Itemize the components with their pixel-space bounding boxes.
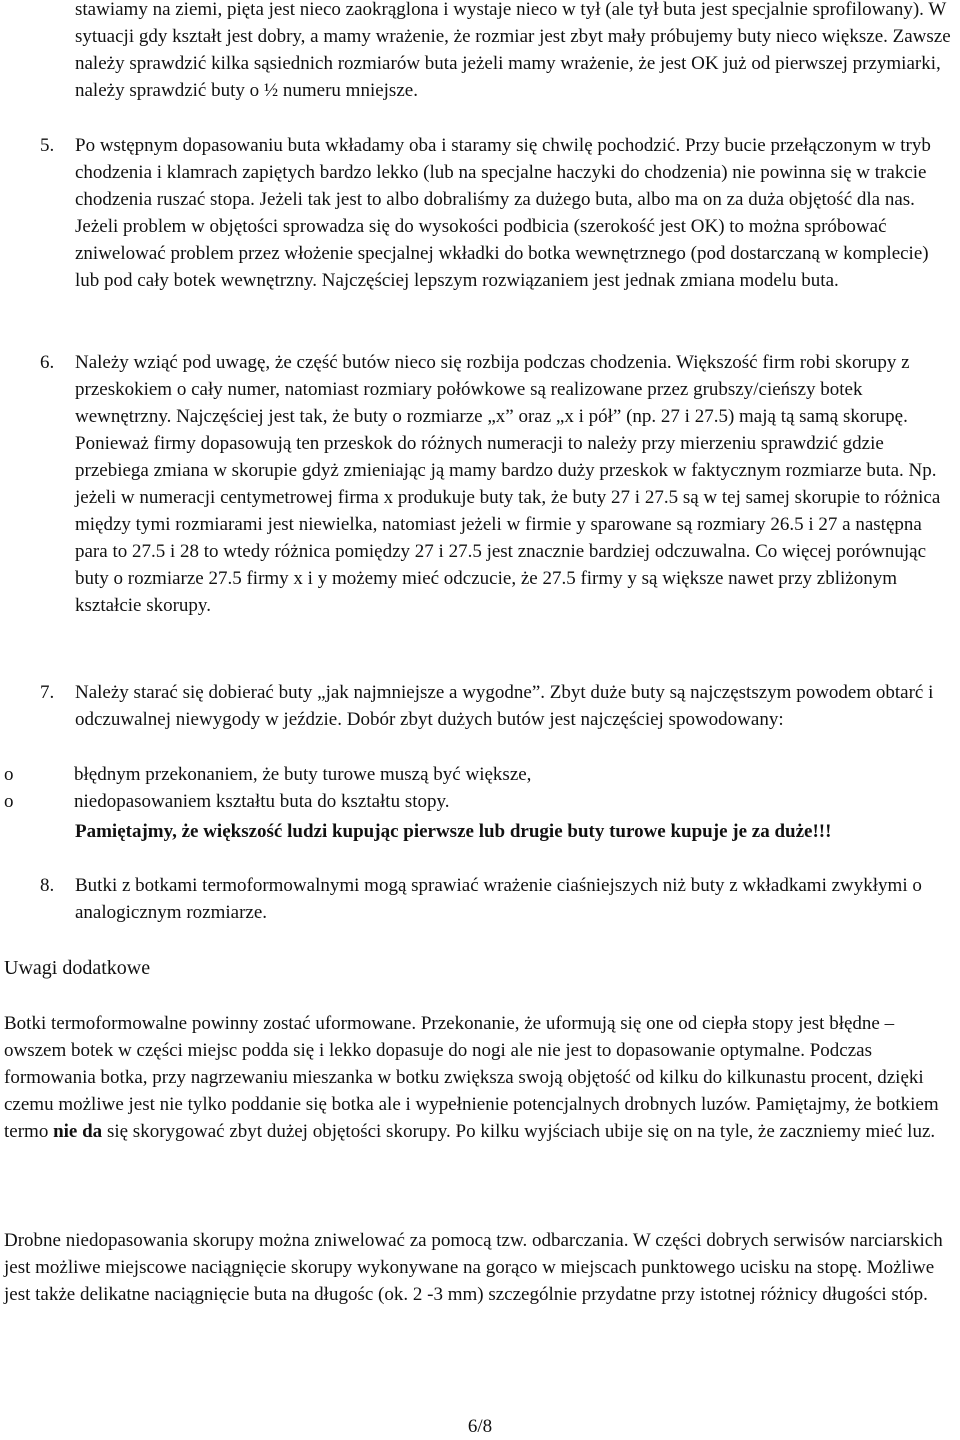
sentence: Butki z botkami termoformowalnymi mogą sprawiać wrażenie ciaśniejszych niż buty z wkładkami zwykłymi o analogicznym rozmiarze. (75, 875, 922, 923)
bold-phrase: nie da (53, 1121, 103, 1142)
sentence: Najczęściej lepszym rozwiązaniem jest jednak zmiana modelu buta. (321, 270, 839, 291)
sub-bullet-2 (4, 788, 944, 815)
sub-bullet-1 (4, 761, 944, 788)
page-number: 6/8 (467, 1416, 493, 1437)
sentence: się skorygować zbyt dużej objętości skorupy. (102, 1121, 456, 1142)
sentence: Ponieważ firmy dopasowują ten przeskok do różnych numeracji to należy przy mierzeniu sprawdzić gdzie przebiega zmiana w skorupie gdyż zmieniając ją mamy bardzo duży przeskok w faktycznym rozmiarze buta. (75, 433, 909, 481)
sentence: Jeżeli problem w objętości sprowadza się do wysokości podbicia (szerokość jest OK) to można spróbować zniwelować problem przez włożenie specjalnej wkładki do botka wewnętrznego (pod dostarczaną w komplecie) lub pod cały botek wewnętrzny. (75, 216, 929, 291)
sub-bullet-text: niedopasowaniem kształtu buta do kształtu stopy. (74, 791, 450, 812)
sentence: W części dobrych serwisów narciarskich jest możliwe miejscowe naciągnięcie skorupy wykonywane na gorąco w miejscach punktowego ucisku na stopę. (4, 1230, 943, 1278)
sentence: Należy wziąć pod uwagę, że część butów nieco się rozbija podczas chodzenia. (75, 352, 677, 373)
sentence: Przekonanie, że uformują się one od ciepła stopy jest błędne – owszem botek w części miejsc podda się i lekko dopasuje do nogi ale nie jest to dopasowanie optymalne. (4, 1013, 895, 1061)
sentence: Po kilku wyjściach ubije się on na tyle, że zaczniemy mieć luz. (455, 1121, 936, 1142)
list-item-6 (9, 349, 955, 619)
bullet-marker: o (4, 764, 14, 785)
list-item-text (75, 679, 955, 733)
continuation-text: stawiamy na ziemi, pięta jest nieco zaokrąglona i wystaje nieco w tył (ale tył buta jest specjalnie sprofilowany). W sytuacji gdy kształt jest dobry, a mamy wrażenie, że rozmiar jest zbyt mały próbujemy buty nieco większe. (75, 0, 946, 47)
list-item-5 (9, 132, 955, 294)
list-number: 7. (40, 682, 55, 703)
paragraph-2 (4, 1227, 954, 1308)
emphasis-note (75, 818, 955, 845)
sentence: Po wstępnym dopasowaniu buta wkładamy oba i staramy się chwilę pochodzić. (75, 135, 685, 156)
section-heading: Uwagi dodatkowe (4, 957, 151, 979)
sentence: Pamiętajmy, że botkiem termo (4, 1094, 939, 1142)
sentence: Większość firm robi skorupy z przeskokiem o cały numer, natomiast rozmiary połówkowe są realizowane przez grubszy/cieńszy botek wewnętrzny. (75, 352, 910, 427)
sentence: Np. jeżeli w numeracji centymetrowej firma x produkuje buty tak, że buty 27 i 27.5 są w tej samej skorupie to różnica między tymi rozmiarami jest niewielka, natomiast jeżeli w firmie y sparowane są rozmiary 26.5 i 27 a następna para to 27.5 i 28 to wtedy różnica pomiędzy 27 i 27.5 jest znacznie bardziej odczuwalna. (75, 460, 941, 562)
sentence: Najczęściej jest tak, że buty o rozmiarze „x” oraz „x i pół” (np. 27 i 27.5) mają tą samą skorupę. (176, 406, 908, 427)
list-number: 6. (40, 352, 55, 373)
emphasis-text: Pamiętajmy, że większość ludzi kupując pierwsze lub drugie buty turowe kupuje je za duże!!! (75, 821, 832, 842)
list-item-text (75, 132, 955, 294)
sentence: Przy bucie przełączonym w tryb chodzenia i klamrach zapiętych bardzo lekko (lub na specjalne haczyki do chodzenia) nie powinna się w trakcie chodzenia ruszać stopa. (75, 135, 931, 210)
list-item-text (75, 349, 955, 619)
list-number: 5. (40, 135, 55, 156)
list-item-7 (9, 679, 955, 733)
list-number: 8. (40, 875, 55, 896)
sentence: Podczas formowania botka, przy nagrzewaniu mieszanka w botku zwiększa swoją objętość od kilku do kilkunastu procent, dzięki czemu możliwe jest nie tylko poddanie się botka ale i wypełnienie potencjalnych drobnych luzów. (4, 1040, 924, 1115)
sentence: Co więcej porównując buty o rozmiarze 27.5 firmy x i y możemy mieć odczucie, że 27.5 firmy y są większe nawet przy zbliżonym kształcie skorupy. (75, 541, 927, 616)
sentence: Jeżeli tak jest to albo dobraliśmy za dużego buta, albo ma on za duża objętość dla nas. (259, 189, 915, 210)
sentence: Dobór zbyt dużych butów jest najczęściej spowodowany: (346, 709, 784, 730)
sentence: Botki termoformowalne powinny zostać uformowane. (4, 1013, 421, 1034)
list-item-text (75, 872, 955, 926)
paragraph-1 (4, 1010, 954, 1145)
sentence: Należy starać się dobierać buty „jak najmniejsze a wygodne”. (75, 682, 550, 703)
continuation-text-2: Zawsze należy sprawdzić kilka sąsiednich rozmiarów buta jeżeli mamy wrażenie, że jest OK już od pierwszej przymiarki, należy sprawdzić buty o ½ numeru mniejsze. (75, 26, 951, 101)
sentence: Zbyt duże buty są najczęstszym powodem obtarć i odczuwalnej niewygody w jeździe. (75, 682, 934, 730)
sub-bullet-text: błędnym przekonaniem, że buty turowe muszą być większe, (74, 764, 532, 785)
sentence: Drobne niedopasowania skorupy można zniwelować za pomocą tzw. odbarczania. (4, 1230, 633, 1251)
list-item-8 (9, 872, 955, 926)
continuation-paragraph (75, 0, 955, 104)
sentence: Możliwe jest także delikatne naciągnięcie buta na długośc (ok. 2 -3 mm) szczególnie przydatne przy istotnej różnicy długości stóp. (4, 1257, 935, 1305)
bullet-marker: o (4, 791, 14, 812)
